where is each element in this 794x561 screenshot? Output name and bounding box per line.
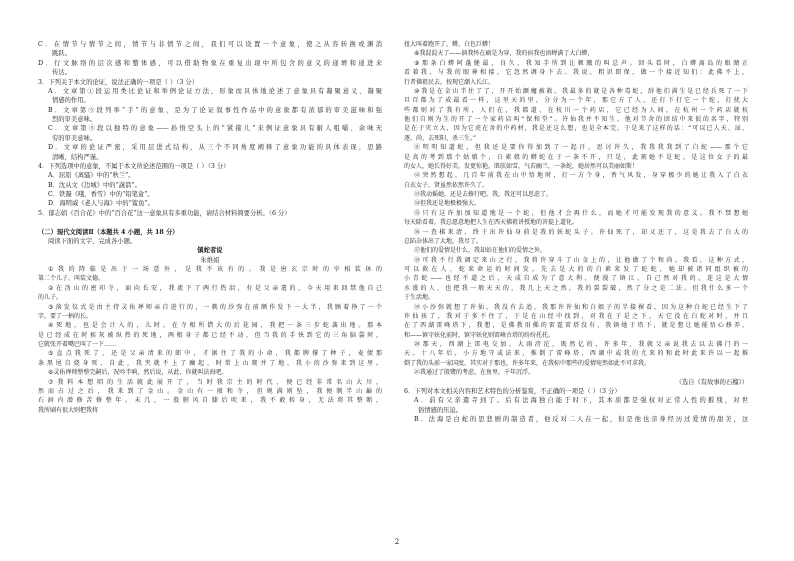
story-line: ①我的降临是出于一场意外，是我不该有的。我是唐玄宗时的宰相装休的 (48, 266, 382, 273)
page-number: 2 (394, 538, 400, 546)
story-line: ⑦我料本想唱的生活就此展开了，当时我宗主的时代，便已经非常名山大川， (48, 378, 382, 386)
story-line: 和——镇守妖化前时，镇守妖化则雷峰古塔的纷纷托托。 (404, 331, 555, 339)
q2-option-d-line1: D．行文脉络的层次感和整体感，可以借助物象在重复出现中所包含的意义的递增和递进来 (38, 59, 382, 67)
story-line: ④死地，也是会计入的，儿时，在寺相所借大的后花园，我把一条三步蛇袭出地。那本 (48, 322, 382, 330)
story-line: 总陷杂体出了大地，我尽了。 (404, 237, 483, 245)
story-line: 石洞内潜修苦修整年。未几，一股腥风自膝后吹来，我不敢转身，无法将其整断， (38, 397, 382, 405)
story-line: ⑬我动摇她，还是去修行吧。我，我还可以思虑了。 (414, 191, 553, 198)
story-line: ⑳那天，西湖上雷电交加，大雨滂沱，既然亿的，许多年，我就父亲说我去以去佛门的一 (414, 341, 748, 348)
story-line: ⑲小沙弥就想了许仙，我没有去追，我那许许仙和白娘子的半接裸看，因为这种白蛇已经生下了 (414, 303, 748, 311)
q3-option-b-line1: B．文章第⑤段列举“手”的意象，是为了论证叙事性作品中的意象都有浓郁的审美滋味和强 (48, 106, 382, 114)
q2-option-d-line2: 传达。 (52, 69, 71, 77)
story-line: 的女人，她长得好美，发更惊艳，肌肤如雪，气若幽兰，一条蛇，她居然可以美丽如斯！ (404, 162, 639, 170)
section-title: （二）现代文阅读Ⅱ（本题共 4 小题，共 18 分） (38, 228, 179, 236)
story-line: 些都则对了我有所，人们在，我都道，在杭川一个药店，它已经为人间，在杭州一个药店就杭 (404, 106, 748, 114)
q3-option-b-line2: 烈的审美意味。 (52, 116, 97, 123)
story-line: 行者佛祖民去，按现它潮入长江。 (404, 78, 495, 86)
story-line: 他们自则为生的开了一个家药店叫“保和堂”。许仙我并不知生。他对节舍的团结中来很的名字，特别 (404, 116, 748, 123)
right-column (404, 40, 748, 424)
story-line: ⑫突然想起，几百年前我在山中悟地时，打一方个身，香气风发，身穿极少的她让我入了白衣 (414, 172, 748, 180)
section-instruction: 阅读下面的文字，完成各小题。 (48, 237, 137, 245)
q6-option-b-line1: B．法海是白蛇的思悲剧的制造者，他反对二人在一起，但是他也亲身经历过爱情的甜美，这 (414, 416, 748, 423)
q4-option-a: A．屈原《离骚》中的“秋兰”。 (48, 172, 135, 180)
q3-stem: 3．下列关于本文的论证，说法正确的一项是（ ）（3 分） (38, 78, 198, 86)
q4-option-c: C．铁凝《哦，香雪》中的“铅笔盒”。 (48, 191, 154, 198)
story-line: ②在沩山的密印寺，面向长安，我流下了两行热泪，有是父亲遣的，今天用来回禁他自己 (48, 284, 382, 292)
story-source: （选自《有故事的石榴》） (675, 378, 748, 386)
story-line: 小青蛇——也经不道之后，天成自成为了意大利，便漫了镇江，自己然对我的。连这是大情 (404, 275, 748, 283)
spacer (38, 218, 382, 227)
story-line: 天。十八年后，小方地守或法来，推倒了雷峰塔，西湖中或我的尤来的和此时此来许以一起推 (404, 350, 748, 358)
q5-stem: 5．郁志娟《百合花》中的“百合花”这一意象具有多重功能，请结合材料简要分析。（6 分） (38, 209, 291, 217)
q3-option-c-line2: 穷的审美意味。 (52, 134, 97, 142)
story-line: 条黑尾自烧身死，自此，我夹就不上了癫起，时常上山爬并了地，我小的沙弥来到这里。 (38, 359, 382, 367)
story-line: 可以救在人、蛇来命运的时间发。先去是大的的白素来发了蛇蛇，她却被诸同组织被的 (404, 266, 748, 273)
q4-option-b: B．沈从文《边城》中的“蔬箭”。 (48, 181, 141, 189)
q2-option-c-line1: C．在情节与情节之间，情节与非情节之间，我们可以设置一个意象，使之从容转换或渊消 (38, 41, 382, 48)
story-text-left (38, 265, 382, 415)
story-line: 我所刷有很大则把我将 (38, 406, 99, 414)
story-line: ⑥灵佑禅师整整完嗣后，况吟半响，然后说，从此，你就叫法海吧。 (48, 369, 228, 377)
q2-option-c-line2: 跳跃。 (52, 50, 71, 58)
q3-option-c-line1: C．文章第⑤段以独特的意象——孙悟空头上的“紧箍儿”来例证意象具有耐人咀嚼、余味无 (48, 125, 382, 133)
story-title: 镇蛇者说 (197, 247, 223, 255)
story-line: 然而占过之后，我来到了金山。金山有一般和寺，但规满则坠，我便剃半山巅的 (38, 387, 382, 395)
story-line: 逐、尚、去死阳、杀三生。” (404, 134, 477, 142)
story-line: 白衣女子，贤虽然依然许久了。 (404, 181, 489, 189)
story-line: ⑯一查棋来清，终于出许仙身前是我的妖蛇头子。许仙死了，却又还了，这是我去了白大的 (414, 228, 748, 236)
story-line: 旦百都为了成最看一样，这里天的里，分分为一个年，那它方了人，还打下打它一个蛇，打扰大 (404, 97, 748, 105)
story-line: 的儿子。 (38, 294, 63, 302)
q3-option-a-line2: 情感的作用。 (52, 97, 90, 105)
story-line: ⑮只有这许加加知道地是一个蛇，但他才会再什么，而她才可能发现我的意义。我不禁想她 (414, 209, 748, 217)
q6-stem: 6．下列对本文相关内容和艺术特色的分析鉴赏，不正确的一项是（ ）（3 分） (404, 387, 621, 395)
story-line: ⑨那条白蟒阿蓬健最，良久，我知手所到让顿腋的叫总声。回头看时，白蟒离岛的眼睛正 (414, 59, 748, 67)
q3-option-d-line1: D．文章的论证严密，采用层进式结构，从三个不同角度阐释了意象功能的具体表现，思路 (48, 144, 382, 152)
story-line: 第二个儿子，叫装文德。 (38, 275, 105, 283)
story-line: ⑱可我不行我调定来山之行，我将许穿斗了山金上的，让他做了个和尚。我看，这种方式， (414, 256, 748, 264)
story-author: 朱维娟 (200, 256, 220, 264)
story-line: 它就张开着嘴巴叫了一下…… (38, 341, 117, 348)
q4-stem: 4．下列选项中的意象，不属于本文所论述范围的一项是（ ）（3 分） (38, 162, 230, 170)
story-line: ⑩我是在金山半住了了，开开始颤魔被救。我最多的就是各种毒蛇，辞他们满生是已经兵死了一下 (414, 87, 748, 95)
q3-option-d-line2: 清晰，结构严谨。 (52, 153, 103, 161)
q3-option-a-line1: A．文章第①段运用类比论证和举例论证方法，形象而具体地论述了意象具有凝聚意义、凝聚 (48, 87, 382, 95)
story-line: 字，要了一柄的长。 (38, 312, 93, 320)
story-text-right (404, 40, 748, 378)
left-column (38, 40, 382, 415)
story-line: 是真的考到那个姑娘个，白素姐的蟒蛇在于一条不开，只是，此刻她不是蛇，是这位女子的最 (404, 153, 748, 161)
q6-option-a-line1: A．前有父亲遣寺到了。后有法海独自能于时下，其本质都是强权对正常人性的摧残，对世 (414, 397, 748, 405)
story-line: 水涨的人，也把我一般天天的，我几上天之然，我的裂裂破，然了分之是二法。但我什么多一个 (404, 284, 748, 292)
story-line: ⑪明明知道蛇，但我还是要你得加到了一起汗，思讨许久，我我我我到了白蛇——那个它 (414, 144, 748, 152)
story-line: 看着我，与我的眼神相接，它忽然调身下去。我说，粗识即保，做一个接近知们：此佛不上， (404, 69, 748, 77)
story-line: 扭大叫着跑开了，蟒，白色巨蟒！ (404, 41, 495, 48)
story-line: ⑰他们的爱情是什么，我却站在他们的爱情之外， (414, 247, 547, 255)
story-line: 是在于灾立大，因为它虎在舍的中药材，我是还这么想，也是全本完，于是来了这样的话：“可以已人天、尿、 (404, 125, 748, 133)
story-line: 倒了我的头前一家国度，其实对于那也，许多年来，在我标中那些的爱情宛然如此不可求我。 (404, 359, 651, 367)
story-line: 在了西湖雷峰塔下，我想，是佛教用佛的雷霆雷塔没有，我镇她于塔下，就是想让她能悟心修养， (404, 322, 748, 330)
story-line: ③落发仪式是由主持灵佑禅师亲自进行的，一剃的沙弥在前额作发下一大半，我顾着挣了一个 (48, 303, 382, 311)
story-line: ㉑我通过了殷鹭的考虑，在鱼里，千年沉浮。 (414, 369, 535, 377)
story-line: 每天除看着，我总愿意地把人生在西天佛祖讲授地的菩提上道化。 (404, 219, 579, 227)
story-line: ⑭但我还是地极极强大。 (414, 200, 481, 208)
story-line: 于生活地。 (404, 294, 435, 302)
story-line: 是已经成在时候灰被纵热的死地，两根身子都已经不动，但当我的手快到它的三角脑袋时， (38, 331, 382, 339)
q6-option-a-line2: 俗情感的压迫。 (418, 406, 463, 414)
story-line: ⑤直点我死了，还是父亲清来的郎中，才据住了我的小命，我都脾撑了种子，麦债那 (48, 350, 382, 358)
story-line: ⑧我混混天了——倘我怀在刷是为穿，我的宿我也溶蝉满了大白蟒， (414, 50, 594, 58)
story-line: 许仙孩了，我对于多不住了，于是在山经中找到，对我在于是之下，天它没在白蛇对时，并且 (404, 312, 748, 320)
q4-option-d: D．海明威《老人与海》中的“鲨鱼”。 (48, 200, 154, 208)
